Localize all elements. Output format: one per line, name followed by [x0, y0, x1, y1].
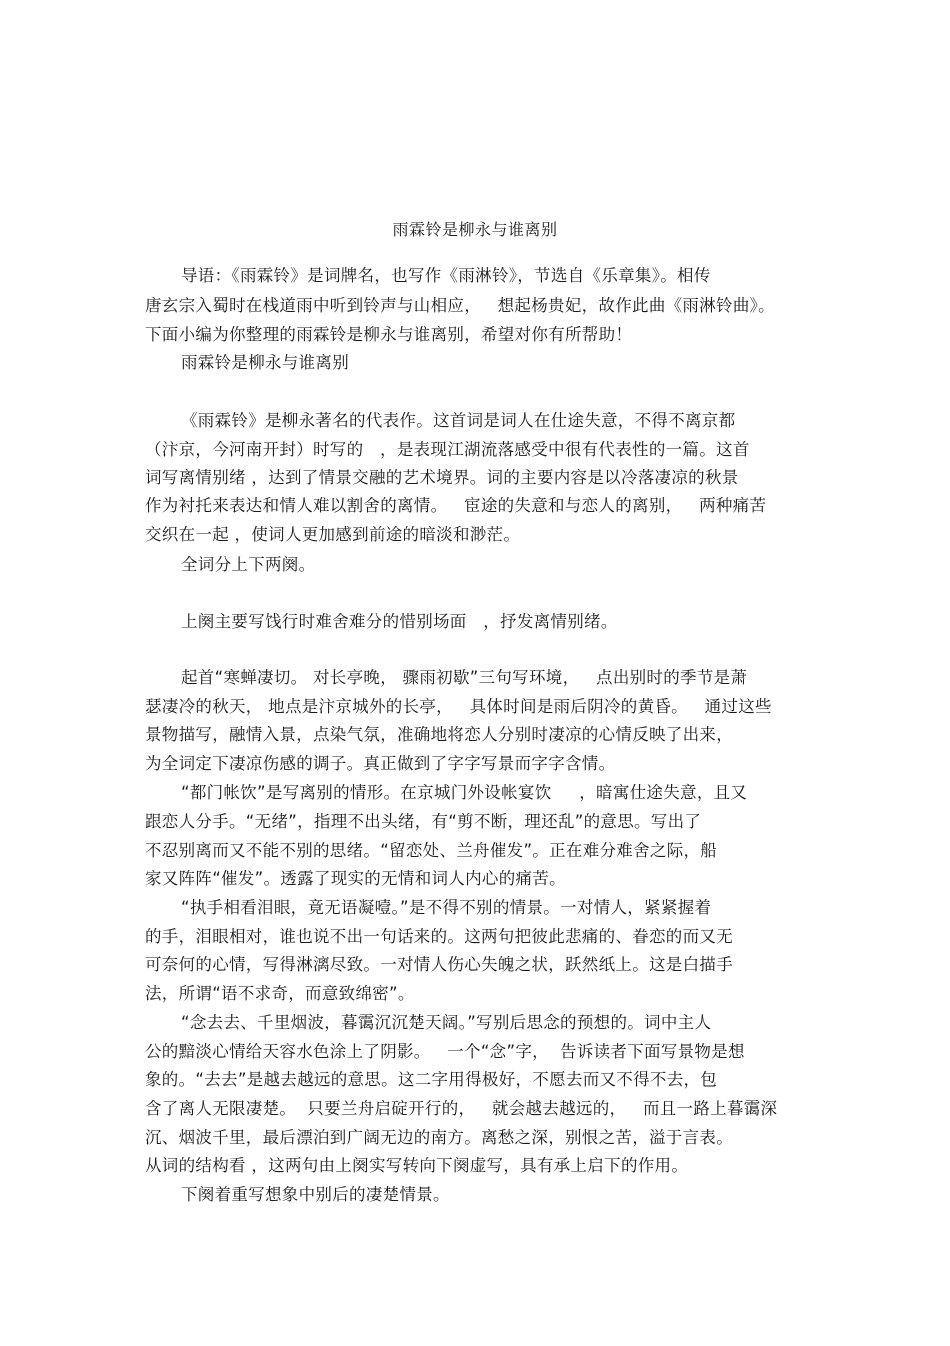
paragraph-line: 象的。“去去”是越去越远的意思。这二字用得极好，不愿去而又不得不去，包: [145, 1070, 718, 1089]
paragraph-line: 唐玄宗入蜀时在栈道雨中听到铃声与山相应， 想起杨贵妃，故作此曲《雨淋铃曲》。: [145, 296, 775, 315]
paragraph-line: “念去去、千里烟波，暮霭沉沉楚天阔。”写别后思念的预想的。词中主人: [181, 1013, 712, 1032]
paragraph-line: 下阕着重写想象中别后的凄楚情景。: [181, 1185, 450, 1204]
paragraph-line: 导语：《雨霖铃》是词牌名，也写作《雨淋铃》，节选自《乐章集》。相传: [181, 266, 711, 285]
paragraph-line: 瑟凄冷的秋天， 地点是汴京城外的长亭， 具体时间是雨后阴冷的黄昏。 通过这些: [145, 697, 772, 716]
paragraph-line: 的手，泪眼相对，谁也说不出一句话来的。这两句把彼此悲痛的、眷恋的而又无: [145, 927, 733, 946]
paragraph-line: 可奈何的心情，写得淋漓尽致。一对情人伤心失魄之状，跃然纸上。这是白描手: [145, 955, 733, 974]
document-title: 雨霖铃是柳永与谁离别: [392, 220, 558, 239]
paragraph-line: 含了离人无限凄楚。 只要兰舟启碇开行的， 就会越去越远的， 而且一路上暮霭深: [145, 1099, 778, 1118]
paragraph-line: 法，所谓“语不求奇，而意致绵密”。: [145, 984, 415, 1003]
paragraph-line: “都门帐饮”是写离别的情形。在京城门外设帐宴饮 ，暗寓仕途失意，且又: [181, 783, 748, 802]
paragraph-line: （汴京，今河南开封）时写的 ，是表现江湖流落感受中很有代表性的一篇。这首: [145, 440, 750, 459]
paragraph-line: 《雨霖铃》是柳永著名的代表作。这首词是词人在仕途失意，不得不离京都: [181, 411, 736, 430]
paragraph-line: 全词分上下两阕。: [181, 555, 316, 574]
paragraph-line: 景物描写，融情入景，点染气氛，准确地将恋人分别时凄凉的心情反映了出来，: [145, 725, 733, 744]
paragraph-line: 词写离情别绪 ，达到了情景交融的艺术境界。词的主要内容是以冷落凄凉的秋景: [145, 468, 739, 487]
paragraph-line: 为全词定下凄凉伤感的调子。真正做到了字字写景而字字含情。: [145, 754, 616, 773]
paragraph-line: 沉、烟波千里，最后漂泊到广阔无边的南方。离愁之深，别恨之苦，溢于言表。: [145, 1128, 733, 1147]
paragraph-line: “执手相看泪眼，竟无语凝噎。”是不得不别的情景。一对情人，紧紧握着: [181, 898, 712, 917]
paragraph-line: 跟恋人分手。“无绪”，指理不出头绪，有“剪不断，理还乱”的意思。写出了: [145, 812, 702, 831]
paragraph-line: 作为衬托来表达和情人难以割舍的离情。 宦途的失意和与恋人的离别， 两种痛苦: [145, 496, 767, 515]
paragraph-line: 从词的结构看 ，这两句由上阕实写转向下阕虚写，具有承上启下的作用。: [145, 1156, 689, 1175]
paragraph-line: 公的黯淡心情给天容水色涂上了阴影。 一个“念”字， 告诉读者下面写景物是想: [145, 1042, 745, 1061]
paragraph-line: 上阕主要写饯行时难舍难分的惜别场面 ，抒发离情别绪。: [181, 612, 618, 631]
paragraph-line: 下面小编为你整理的雨霖铃是柳永与谁离别，希望对你有所帮助！: [145, 325, 633, 344]
paragraph-line: 家又阵阵“催发”。透露了现实的无情和词人内心的痛苦。: [145, 869, 566, 888]
section-heading: 雨霖铃是柳永与谁离别: [181, 353, 349, 372]
paragraph-line: 不忍别离而又不能不别的思绪。“留恋处、兰舟催发”。正在难分难舍之际，船: [145, 841, 718, 860]
paragraph-line: 起首“寒蝉凄切。 对长亭晚， 骤雨初歇”三句写环境， 点出别时的季节是萧: [181, 668, 748, 687]
paragraph-line: 交织在一起 ，使词人更加感到前途的暗淡和渺茫。: [145, 525, 521, 544]
